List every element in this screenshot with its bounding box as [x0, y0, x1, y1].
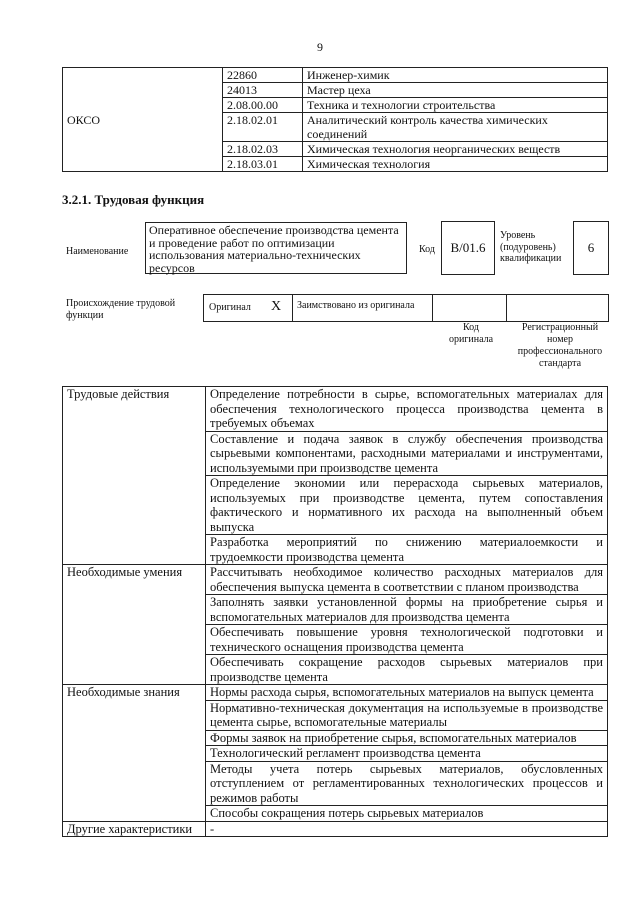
origin-row	[203, 294, 609, 322]
level-label: Уровень (подуровень) квалификации	[500, 230, 562, 264]
skill-item: Обеспечивать сокращение расходов сырьевых материалов при производстве цемента	[206, 655, 608, 685]
okso-code: 2.18.02.03	[223, 142, 303, 157]
labor-action-item: Разработка мероприятий по снижению материалоемкости и трудоемкости производства цемента	[206, 535, 608, 565]
table-row	[63, 387, 608, 432]
okso-code: 2.18.02.01	[223, 113, 303, 142]
table-row	[63, 821, 608, 837]
knowledge-item: Методы учета потерь сырьевых материалов, обусловленных отступлением от регламентированных технологических процессов и режимов работы	[206, 761, 608, 806]
name-label: Наименование	[66, 246, 129, 257]
table-row	[63, 685, 608, 701]
category-other-characteristics: Другие характеристики	[63, 821, 206, 837]
knowledge-item: Формы заявок на приобретение сырья, вспомогательных материалов	[206, 730, 608, 746]
borrowed-option: Заимствовано из оригинала	[297, 300, 415, 311]
okso-name: Инженер-химик	[303, 68, 608, 83]
skill-item: Обеспечивать повышение уровня технологической подготовки и технического оснащения производства цемента	[206, 625, 608, 655]
registration-number-caption: Регистрационный номер профессионального стандарта	[517, 322, 603, 369]
knowledge-item: Нормативно-техническая документация на используемые в производстве цемента сырье, вспомогательные материалы	[206, 700, 608, 730]
knowledge-item: Способы сокращения потерь сырьевых материалов	[206, 806, 608, 822]
okso-code: 2.18.03.01	[223, 157, 303, 172]
page-number: 9	[317, 40, 323, 54]
function-code: B/01.6	[441, 221, 495, 275]
original-code-caption: Код оригинала	[448, 322, 494, 345]
labor-action-item: Определение экономии или перерасхода сырьевых материалов, используемых при производстве цемента, путем сопоставления фактического и нормативного их расхода на выполненный объем выпуска	[206, 476, 608, 535]
original-option: Оригинал	[209, 302, 251, 313]
origin-label: Происхождение трудовой функции	[66, 298, 176, 321]
okso-name: Мастер цеха	[303, 83, 608, 98]
labor-action-item: Определение потребности в сырье, вспомогательных материалах для обеспечения технологического процесса производства цемента в требуемых объемах	[206, 387, 608, 432]
okso-label: ОКСО	[63, 68, 223, 172]
okso-name: Техника и технологии строительства	[303, 98, 608, 113]
okso-code: 24013	[223, 83, 303, 98]
qualification-level: 6	[573, 221, 609, 275]
okso-code: 2.08.00.00	[223, 98, 303, 113]
other-characteristic-item: -	[206, 821, 608, 837]
category-required-skills: Необходимые умения	[63, 565, 206, 685]
category-required-knowledge: Необходимые знания	[63, 685, 206, 822]
category-labor-actions: Трудовые действия	[63, 387, 206, 565]
okso-row	[63, 68, 608, 83]
skill-item: Заполнять заявки установленной формы на приобретение сырья и вспомогательных материалов для производства цемента	[206, 595, 608, 625]
skill-item: Рассчитывать необходимое количество расходных материалов для обеспечения выпуска цемента в соответствии с планом производства	[206, 565, 608, 595]
code-label: Код	[419, 244, 435, 255]
section-title: 3.2.1. Трудовая функция	[62, 192, 205, 207]
function-name: Оперативное обеспечение производства цемента и проведение работ по оптимизации использования материально-технических ресурсов	[145, 222, 407, 274]
okso-code: 22860	[223, 68, 303, 83]
okso-name: Химическая технология неорганических веществ	[303, 142, 608, 157]
knowledge-item: Технологический регламент производства цемента	[206, 746, 608, 762]
labor-function-table	[62, 386, 608, 837]
labor-action-item: Составление и подача заявок в службу обеспечения производства сырьевыми компонентами, расходными материалами и инструментами, используемыми при производстве цемента	[206, 431, 608, 476]
okso-name: Химическая технология	[303, 157, 608, 172]
table-row	[63, 565, 608, 595]
okso-table	[62, 67, 608, 172]
okso-name: Аналитический контроль качества химических соединений	[303, 113, 608, 142]
knowledge-item: Нормы расхода сырья, вспомогательных материалов на выпуск цемента	[206, 685, 608, 701]
original-mark: X	[271, 299, 282, 314]
